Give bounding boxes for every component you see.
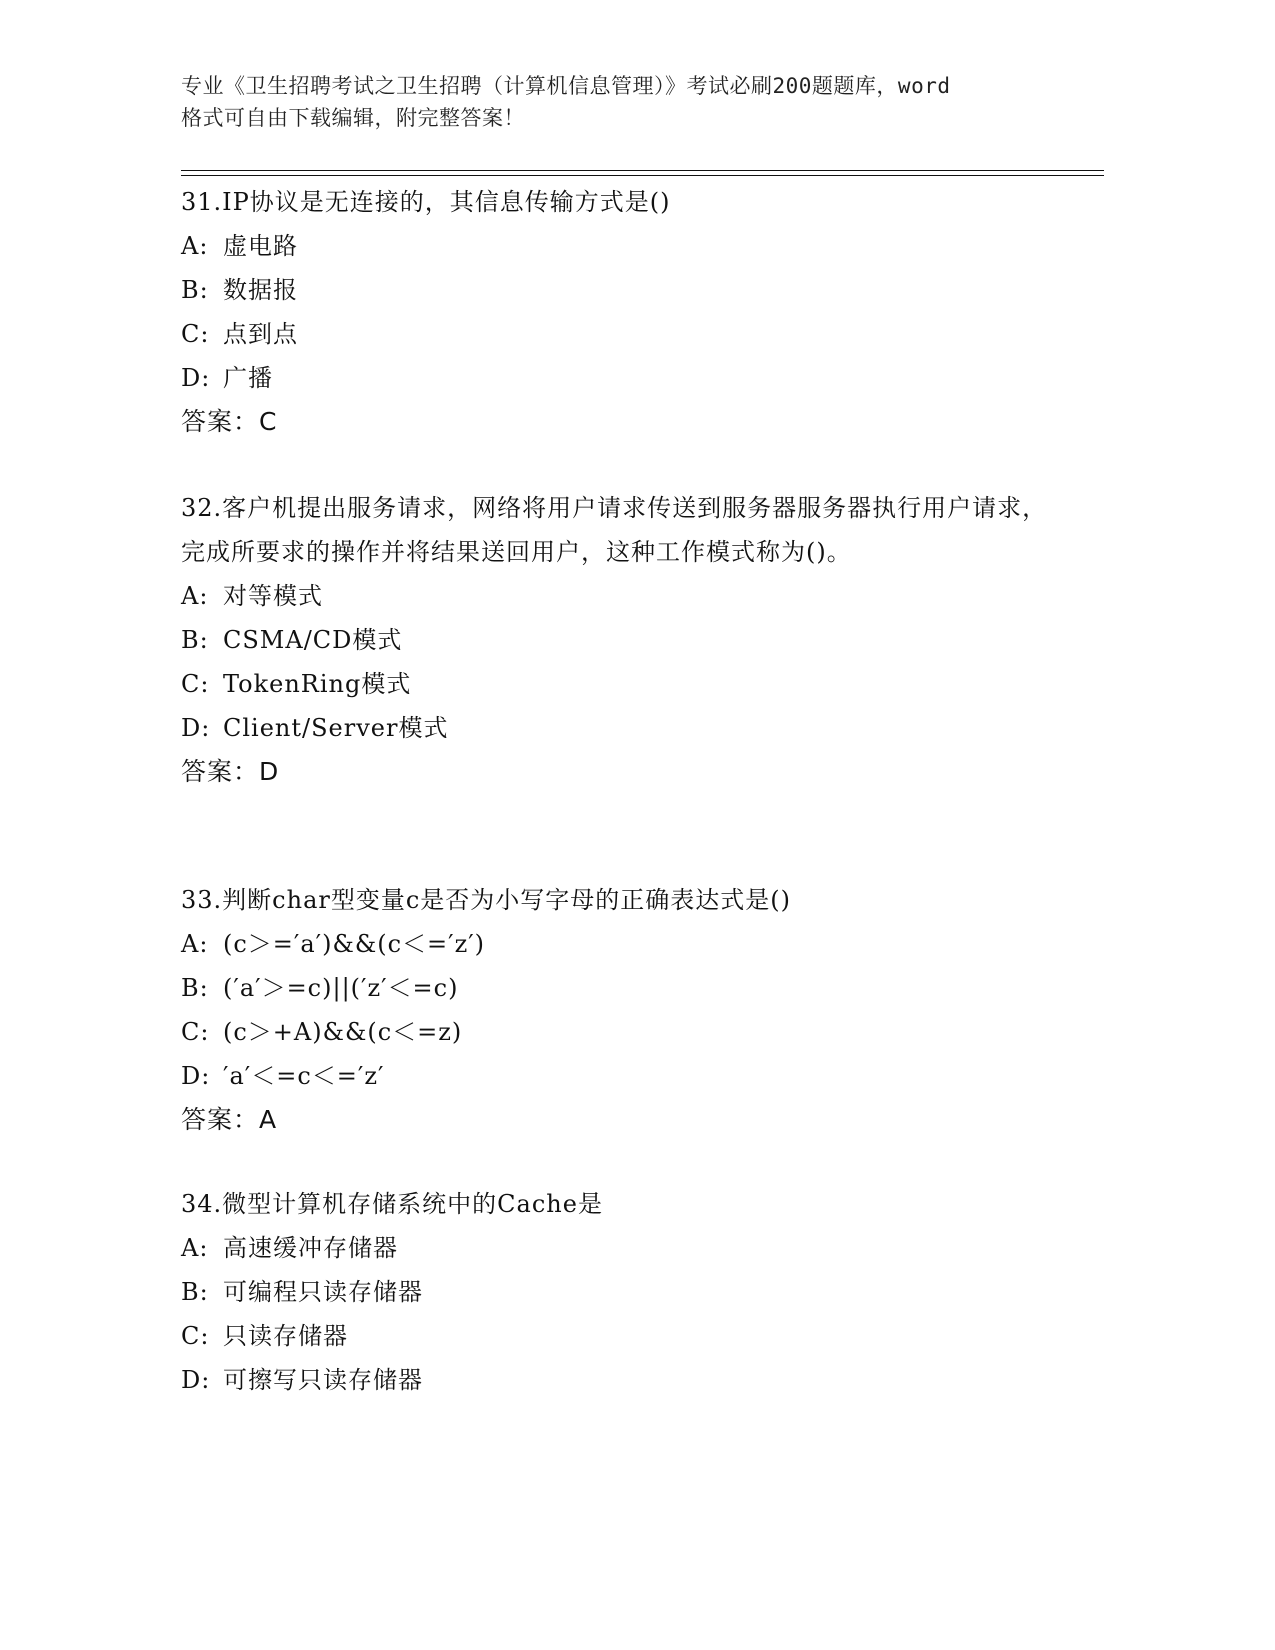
option-a	[181, 1226, 1061, 1270]
option-text: 数据报	[223, 276, 298, 304]
option-d	[181, 356, 1061, 400]
option-text: 可编程只读存储器	[223, 1278, 423, 1306]
option-c	[181, 1010, 1061, 1054]
option-letter: D:	[181, 364, 211, 392]
question-text: 33.判断char型变量c是否为小写字母的正确表达式是()	[181, 886, 792, 914]
question-32	[181, 486, 1061, 794]
option-a	[181, 574, 1061, 618]
option-letter: B:	[181, 626, 209, 654]
question-34	[181, 1182, 1061, 1402]
option-letter: B:	[181, 276, 209, 304]
option-text: 虚电路	[223, 232, 298, 260]
option-text: (c＞+A)&&(c＜=z)	[223, 1018, 463, 1046]
option-letter: A:	[181, 930, 209, 958]
option-text: 高速缓冲存储器	[223, 1234, 398, 1262]
option-c	[181, 312, 1061, 356]
header-line-1: 专业《卫生招聘考试之卫生招聘（计算机信息管理）》考试必刷200题题库，word	[181, 74, 951, 98]
header-divider-bottom	[181, 175, 1104, 176]
option-text: CSMA/CD模式	[223, 626, 403, 654]
option-d	[181, 1054, 1061, 1098]
option-b	[181, 1270, 1061, 1314]
option-letter: C:	[181, 1018, 210, 1046]
option-letter: A:	[181, 582, 209, 610]
option-c	[181, 662, 1061, 706]
option-text: TokenRing模式	[223, 670, 412, 698]
option-d	[181, 706, 1061, 750]
option-text: 广播	[223, 364, 273, 392]
option-letter: A:	[181, 1234, 209, 1262]
option-letter: A:	[181, 232, 209, 260]
option-text: (′a′＞=c)||(′z′＜=c)	[223, 974, 459, 1002]
option-a	[181, 224, 1061, 268]
option-b	[181, 618, 1061, 662]
option-text: ′a′＜=c＜=′z′	[223, 1062, 385, 1090]
question-text: 34.微型计算机存储系统中的Cache是	[181, 1190, 603, 1218]
option-letter: D:	[181, 1366, 211, 1394]
option-letter: D:	[181, 1062, 211, 1090]
answer-line: 答案：A	[181, 1105, 278, 1134]
option-letter: B:	[181, 974, 209, 1002]
answer-line: 答案：D	[181, 757, 280, 786]
option-b	[181, 966, 1061, 1010]
question-text: 31.IP协议是无连接的，其信息传输方式是()	[181, 188, 671, 216]
option-text: (c＞=′a′)&&(c＜=′z′)	[223, 930, 486, 958]
option-text: Client/Server模式	[223, 714, 449, 742]
option-text: 只读存储器	[223, 1322, 348, 1350]
option-d	[181, 1358, 1061, 1402]
option-letter: B:	[181, 1278, 209, 1306]
option-letter: C:	[181, 320, 210, 348]
option-text: 点到点	[223, 320, 298, 348]
option-letter: C:	[181, 1322, 210, 1350]
question-text: 32.客户机提出服务请求，网络将用户请求传送到服务器服务器执行用户请求，完成所要求的操作并将结果送回用户，这种工作模式称为()。	[181, 494, 1048, 566]
question-33	[181, 878, 1061, 1142]
option-b	[181, 268, 1061, 312]
option-c	[181, 1314, 1061, 1358]
option-letter: C:	[181, 670, 210, 698]
question-31	[181, 180, 1061, 444]
header-divider-top	[181, 170, 1104, 171]
answer-line: 答案：C	[181, 407, 278, 436]
option-letter: D:	[181, 714, 211, 742]
option-a	[181, 922, 1061, 966]
document-header	[181, 70, 1061, 134]
option-text: 可擦写只读存储器	[223, 1366, 423, 1394]
option-text: 对等模式	[223, 582, 323, 610]
header-line-2: 格式可自由下载编辑，附完整答案！	[181, 106, 525, 130]
